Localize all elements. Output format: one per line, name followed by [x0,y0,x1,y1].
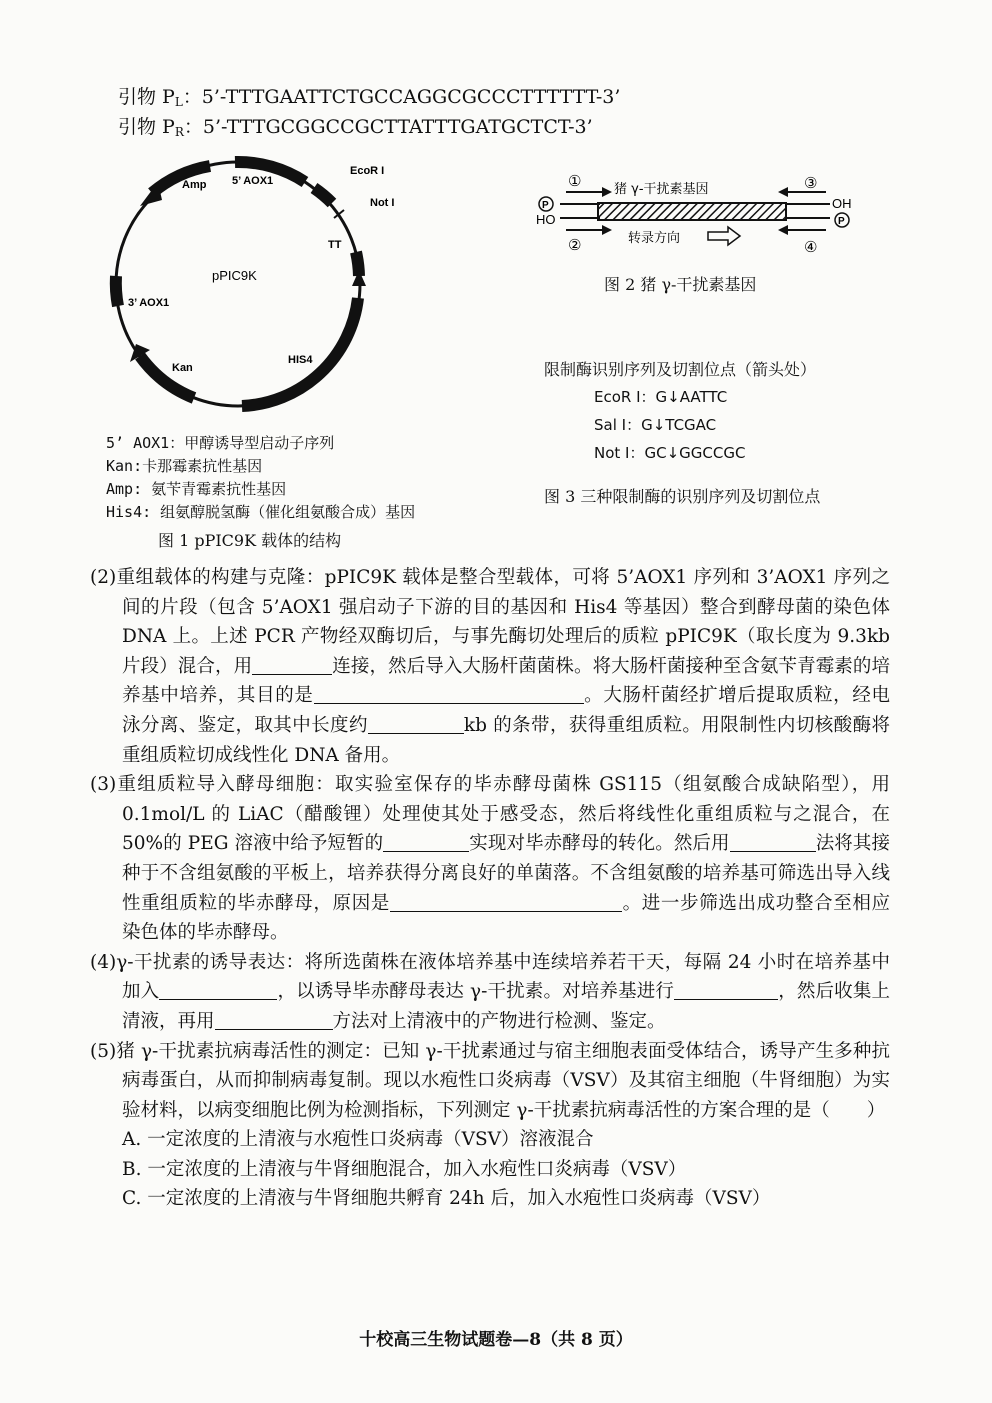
q3-text-1: (3)重组质粒导入酵母细胞：取实验室保存的毕赤酵母菌株 GS115（组氨酸合成缺陷型），用 0.1mol/L 的 LiAC（醋酸锂）处理使其处于感受态，然后将线性化重组质粒与之混合，在 50%的 PEG 溶液中给予短暂的 [90,774,890,855]
q2-text-4: kb 的条带，获得重组质粒。用限制性内切核酸酶将重组质粒切成线性化 DNA 备用。 [122,714,890,766]
primer-pr [118,112,593,139]
fig1-legend-2: Kan:卡那霉素抗性基因 [106,457,263,475]
gene-block [598,203,786,220]
label-kan: Kan [172,362,193,374]
label-5-aox1: 5’ AOX1 [232,175,274,187]
primer-pl-sub: L [174,95,183,109]
q4-text-1: (4)γ-干扰素的诱导表达：将所选菌株在液体培养基中连续培养若干天，每隔 24 小时在培养基中加入 [90,951,890,1003]
primer-pl [118,82,620,109]
label-pPIC9K: pPIC9K [212,268,257,283]
amp-arrowhead [140,182,162,206]
q4-text-4: 方法对上清液中的产物进行检测、鉴定。 [332,1010,666,1032]
question-2 [90,563,890,770]
site-right: TCGAC [665,416,717,434]
arrow-1-head [602,187,612,197]
label-p-right: P [838,216,845,227]
label-tt: TT [328,239,342,251]
answer-blank[interactable] [368,713,464,734]
answer-blank[interactable] [314,683,584,704]
label-n2: ② [568,236,582,254]
q2-text-3: 。大肠杆菌经扩增后提取质粒，经电泳分离、鉴定，取其中长度约 [122,685,890,736]
q3-text-2: 实现对毕赤酵母的转化。然后用 [469,833,730,855]
enzyme-name: Sal Ⅰ： [594,416,642,434]
answer-blank[interactable] [730,831,816,852]
q4-text-2: ，以诱导毕赤酵母表达 γ-干扰素。对培养基进行 [277,981,675,1003]
q2-text-1: (2)重组载体的构建与克隆：pPIC9K 载体是整合型载体，可将 5’AOX1 序列和 3’AOX1 序列之间的片段（包含 5’AOX1 强启动子下游的目的基因和 His4 等基因）整合到酵母菌的染色体 DNA 上。上述 PCR 产物经双酶切后，与事先酶切处理后的质粒 pPIC9K（取长度为 9.3kb 片段）混合，用 [90,567,890,677]
q4-text-3: ，然后收集上清液，再用 [122,981,890,1032]
question-4 [90,948,890,1037]
fig1-legend-1: 5’ AOX1：甲醇诱导型启动子序列 [106,434,335,452]
label-ecor1: EcoR I [350,165,385,177]
plasmid-map-figure [100,148,395,418]
enzyme-name: Not Ⅰ： [594,444,645,462]
fig2-caption: 图 2 猪 γ-干扰素基因 [604,275,757,294]
fig1-legend-3: Amp: 氨苄青霉素抗性基因 [106,480,287,498]
site-right: AATTC [679,388,728,406]
answer-blank[interactable] [215,1009,333,1030]
arrow-2-head [602,225,612,235]
answer-blank[interactable] [674,979,778,1000]
label-3-aox1: 3’ AOX1 [128,297,170,309]
site-left: G [641,416,653,434]
label-oh: OH [832,196,852,211]
answer-blank[interactable] [390,891,622,912]
fig1-caption: 图 1 pPIC9K 载体的结构 [158,531,342,550]
primer-pr-sub: R [174,125,184,139]
label-amp: Amp [182,179,207,191]
questions [90,563,890,1214]
enzyme-name: EcoR Ⅰ： [594,388,656,406]
site-left: G [655,388,668,406]
answer-blank[interactable] [159,979,277,1000]
q3-text-3: 法将其接种于不含组氨酸的平板上，培养获得分离良好的单菌落。不含组氨酸的培养基可筛选出导入线性重组质粒的毕赤酵母，原因是 [122,833,890,914]
site-right: GGCCGC [679,444,746,462]
cut-arrow-icon: ↓ [666,444,680,462]
primer-pr-seq: ：5’-TTTGCGGCCGCTTATTTGATGCTCT-3’ [183,116,593,138]
answer-blank[interactable] [252,654,332,675]
enzyme-row-ecor1 [594,386,727,407]
cut-arrow-icon: ↓ [667,388,680,406]
primer-pl-label: 引物 P [118,86,175,108]
q2-text-2: 连接，然后导入大肠杆菌菌株。将大肠杆菌接种至含氨苄青霉素的培养基中培养，其目的是 [122,655,890,707]
site-left: GC [644,444,667,462]
aox1-3-arc [116,276,118,306]
transcription-arrow-icon [708,227,740,245]
label-ho: HO [536,212,556,227]
label-p-left: P [542,200,549,211]
q3-text-4: 。进一步筛选出成功整合至相应染色体的毕赤酵母。 [122,892,890,944]
answer-blank[interactable] [383,831,469,852]
label-transcription: 转录方向 [628,231,681,246]
page-footer: 十校高三生物试题卷—8（共 8 页） [359,1330,633,1350]
his4-arc [242,298,358,406]
label-n3: ③ [804,174,818,192]
primer-pl-seq: ：5’-TTTGAATTCTGCCAGGCGCCCTTTTTT-3’ [182,86,621,108]
ecor1-arc [314,188,332,203]
arrow-4-head [778,225,788,235]
primer-pr-label: 引物 P [118,116,175,138]
option-a[interactable]: A. 一定浓度的上清液与水疱性口炎病毒（VSV）溶液混合 [122,1129,594,1151]
question-3 [90,770,890,948]
option-b[interactable]: B. 一定浓度的上清液与牛肾细胞混合，加入水疱性口炎病毒（VSV） [122,1158,687,1180]
fig3-title: 限制酶识别序列及切割位点（箭头处） [544,360,817,379]
fig1-legend-4: His4: 组氨醇脱氢酶（催化组氨酸合成）基因 [106,503,416,521]
enzyme-row-sal1 [594,414,716,435]
option-c[interactable]: C. 一定浓度的上清液与牛肾细胞共孵育 24h 后，加入水疱性口炎病毒（VSV） [122,1188,771,1210]
arrow-3-head [778,187,788,197]
label-n1: ① [568,172,582,190]
enzyme-row-not1 [594,442,745,463]
fig3-caption: 图 3 三种限制酶的识别序列及切割位点 [544,487,821,506]
label-n4: ④ [804,238,818,256]
label-not1: Not I [370,197,395,209]
question-5: (5)猪 γ-干扰素抗病毒活性的测定：已知 γ-干扰素通过与宿主细胞表面受体结合，诱导产生多种抗病毒蛋白，从而抑制病毒复制。现以水疱性口炎病毒（VSV）及其宿主细胞（牛肾细胞）为实验材料，以病变细胞比例为检测指标，下列测定 γ-干扰素抗病毒活性的方案合理的是（ ） [90,1040,890,1121]
label-gene: 猪 γ-干扰素基因 [614,182,709,197]
gene-figure [530,166,870,266]
label-his4: HIS4 [288,354,313,366]
cut-arrow-icon: ↓ [652,416,666,434]
